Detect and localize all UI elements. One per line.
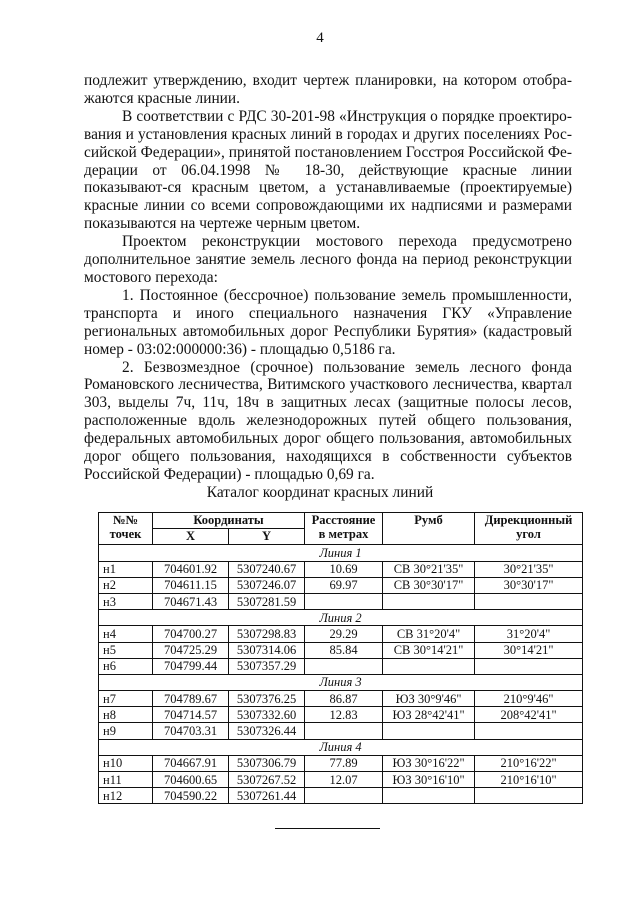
header-point: №№ точек [99,513,153,545]
table-row [99,642,583,658]
cell-distance: 29.29 [305,626,383,642]
table-row [99,691,583,707]
cell-distance [305,788,383,804]
cell-rhumb [383,723,475,739]
cell-direction [475,723,583,739]
cell-point: н6 [99,658,153,674]
header-y: Y [229,529,305,545]
header-direction: Дирекционный угол [475,513,583,545]
table-row [99,723,583,739]
cell-direction [475,788,583,804]
cell-rhumb [383,593,475,609]
cell-direction: 210°9'46" [475,691,583,707]
cell-y: 5307246.07 [229,577,305,593]
cell-point: н9 [99,723,153,739]
cell-distance: 77.89 [305,755,383,771]
header-rhumb: Румб [383,513,475,545]
paragraph: Проектом реконструкции мостового перехода предусмотрено дополнительное занятие земель лесного фонда на период реконструкции мостового перехода: [84,233,572,286]
cell-point: н11 [99,772,153,788]
cell-y: 5307357.29 [229,658,305,674]
cell-point: н12 [99,788,153,804]
cell-distance: 86.87 [305,691,383,707]
footer-rule [275,828,380,829]
cell-x: 704714.57 [153,707,229,723]
cell-y: 5307326.44 [229,723,305,739]
paragraph: 1. Постоянное (бессрочное) пользование земель промышленности, транспорта и иного специального назначения ГКУ «Управление региональных автомобильных дорог Республики Бурятия» (кадастровый номер - 03:02:000000:36) - площадью 0,5186 га. [84,286,572,358]
cell-rhumb: ЮЗ 30°16'10" [383,772,475,788]
cell-point: н8 [99,707,153,723]
section-row [99,674,583,690]
cell-distance: 12.07 [305,772,383,788]
table-row [99,626,583,642]
cell-rhumb [383,788,475,804]
cell-x: 704725.29 [153,642,229,658]
cell-x: 704667.91 [153,755,229,771]
coordinates-table [98,512,583,804]
cell-x: 704799.44 [153,658,229,674]
table-row [99,593,583,609]
header-coordinates: Координаты [153,513,305,529]
cell-distance: 85.84 [305,642,383,658]
section-label: Линия 1 [99,545,583,561]
header-distance: Расстояние в метрах [305,513,383,545]
header-x: X [153,529,229,545]
cell-direction: 210°16'22" [475,755,583,771]
table-row [99,561,583,577]
cell-rhumb: ЮЗ 28°42'41" [383,707,475,723]
cell-rhumb [383,658,475,674]
section-row [99,610,583,626]
cell-distance [305,723,383,739]
section-row [99,739,583,755]
cell-distance [305,658,383,674]
cell-point: н1 [99,561,153,577]
section-label: Линия 2 [99,610,583,626]
section-row [99,545,583,561]
cell-x: 704703.31 [153,723,229,739]
cell-x: 704700.27 [153,626,229,642]
cell-point: н4 [99,626,153,642]
cell-y: 5307376.25 [229,691,305,707]
cell-direction: 31°20'4" [475,626,583,642]
section-label: Линия 3 [99,674,583,690]
cell-point: н7 [99,691,153,707]
cell-rhumb: СВ 30°14'21" [383,642,475,658]
table-row [99,755,583,771]
cell-direction: 210°16'10" [475,772,583,788]
cell-y: 5307306.79 [229,755,305,771]
cell-y: 5307332.60 [229,707,305,723]
cell-direction: 208°42'41" [475,707,583,723]
paragraph: подлежит утверждению, входит чертеж планировки, на котором отобра-жаются красные линии. [84,72,572,107]
cell-direction: 30°30'17" [475,577,583,593]
cell-x: 704789.67 [153,691,229,707]
cell-distance: 69.97 [305,577,383,593]
cell-y: 5307281.59 [229,593,305,609]
cell-distance: 10.69 [305,561,383,577]
cell-x: 704600.65 [153,772,229,788]
cell-x: 704590.22 [153,788,229,804]
paragraph: 2. Безвозмездное (срочное) пользование земель лесного фонда Романовского лесничества, Витимского участкового лесничества, квартал 303, выделы 7ч, 11ч, 18ч в защитных лесах (защитные полосы лесов, расположенные вдоль железнодорожных путей общего пользования, федеральных автомобильных дорог общего пользования, автомобильных дорог общего пользования, находящихся в собственности субъектов Российской Федерации) - площадью 0,69 га. [84,358,572,483]
cell-direction [475,658,583,674]
cell-y: 5307314.06 [229,642,305,658]
cell-point: н2 [99,577,153,593]
catalog-title: Каталог координат красных линий [206,484,434,501]
table-row [99,658,583,674]
cell-rhumb: ЮЗ 30°16'22" [383,755,475,771]
cell-y: 5307240.67 [229,561,305,577]
table-row [99,707,583,723]
cell-distance [305,593,383,609]
cell-rhumb: СВ 31°20'4" [383,626,475,642]
cell-rhumb: ЮЗ 30°9'46" [383,691,475,707]
cell-distance: 12.83 [305,707,383,723]
table-row [99,772,583,788]
paragraph: В соответствии с РДС 30-201-98 «Инструкция о порядке проектиро-вания и установления красных линий в городах и других поселениях Рос-сийской Федерации», принятой постановлением Госстроя Российской Фе-дерации от 06.04.1998 № 18-30, действующие красные линии показывают-ся красным цветом, а устанавливаемые (проектируемые) красные линии со всеми сопровождающими их надписями и размерами показываются на чертеже черным цветом. [84,107,572,233]
cell-x: 704671.43 [153,593,229,609]
cell-direction [475,593,583,609]
table-row [99,788,583,804]
cell-point: н10 [99,755,153,771]
coordinates-table-body [99,545,583,804]
section-label: Линия 4 [99,739,583,755]
cell-rhumb: СВ 30°30'17" [383,577,475,593]
cell-y: 5307298.83 [229,626,305,642]
cell-rhumb: СВ 30°21'35" [383,561,475,577]
cell-x: 704611.15 [153,577,229,593]
cell-direction: 30°21'35" [475,561,583,577]
cell-point: н3 [99,593,153,609]
cell-direction: 30°14'21" [475,642,583,658]
page-number: 4 [316,30,324,46]
cell-x: 704601.92 [153,561,229,577]
table-row [99,577,583,593]
cell-y: 5307261.44 [229,788,305,804]
cell-point: н5 [99,642,153,658]
cell-y: 5307267.52 [229,772,305,788]
body-text [84,72,572,484]
